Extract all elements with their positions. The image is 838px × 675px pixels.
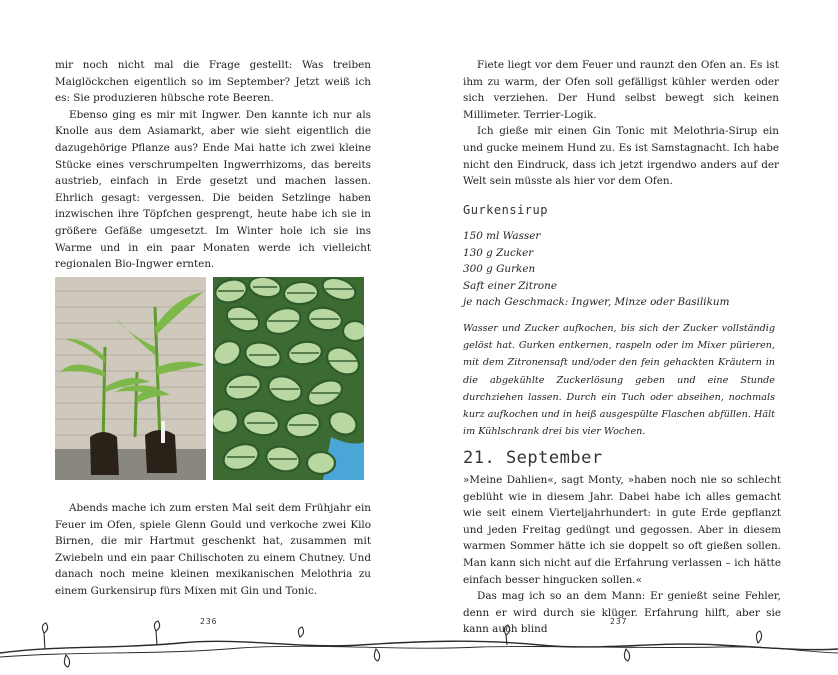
ingredient-item: 300 g Gurken — [463, 263, 536, 276]
leaf-icon — [42, 623, 47, 649]
right-paragraph-2: Ich gieße mir einen Gin Tonic mit Melothria-Sirup ein und gucke meinem Hund zu. Es ist Samstagnacht. Ich habe nicht den Eindruck, dass ich jetzt irgendwo anders auf der Welt sein müsste als hier vor dem Ofen. — [463, 125, 779, 188]
right-paragraph-3: »Meine Dahlien«, sagt Monty, »haben noch nie so schlecht geblüht wie in diesem Jahr. Dabei habe ich alles gemacht wie seit einem Vierteljahrhundert: in gute Erde gepflanzt und jeden Freitag gedüngt und gegossen. Aber in diesem warmen Sommer hätte ich sie doppelt so oft gießen sollen. Man kann sich nicht auf die Erfahrung verlassen – ich hätte einfach besser hingucken sollen.« — [463, 474, 781, 586]
ingredient-item: 130 g Zucker — [463, 246, 534, 259]
right-paragraph-1: Fiete liegt vor dem Feuer und raunzt den Ofen an. Es ist ihm zu warm, der Ofen soll gefälligst kühler werden oder sich verziehen. Der Hund selbst bewegt sich keinen Millimeter. Terrier-Logik. — [463, 59, 779, 121]
left-paragraph-3: Abends mache ich zum ersten Mal seit dem Frühjahr ein Feuer im Ofen, spiele Glenn Gould und verkoche zwei Kilo Birnen, die mir Hartmut geschenkt hat, zusammen mit Zwiebeln und ein paar Chilischoten zu einem Chutney. Und danach noch meine kleinen mexikanischen Melothria zu einem Gurkensirup fürs Mixen mit Gin und Tonic. — [55, 502, 371, 597]
leaf-icon — [64, 655, 69, 667]
ginger-plant-photo — [55, 277, 206, 480]
ingredient-list — [463, 228, 779, 311]
recipe-instructions: Wasser und Zucker aufkochen, bis sich der Zucker vollständig gelöst hat. Gurken entkernen, raspeln oder im Mixer pürieren, mit dem Zitronensaft und/oder den fein gehackten Kräutern in die abgekühlte Zuckerlösung geben und eine Stunde durchziehen lassen. Durch ein Tuch oder abseihen, nochmals kurz aufkochen und in heiß ausgespülte Flaschen abfüllen. Hält im Kühlschrank drei bis vier Wochen. — [463, 323, 775, 438]
left-paragraph-1: mir noch nicht mal die Frage gestellt: Was treiben Maiglöckchen eigentlich so im September? Jetzt weiß ich es: Sie produzieren hübsche rote Beeren. — [55, 59, 371, 105]
left-text-top — [55, 57, 371, 273]
ingredient-item: Saft einer Zitrone — [463, 279, 558, 292]
melothria-cucumbers-photo — [213, 277, 364, 480]
date-heading: 21. September — [463, 448, 603, 468]
leaf-icon — [154, 621, 159, 645]
leaf-icon — [374, 649, 379, 661]
decorative-vine — [0, 615, 838, 675]
page-number-left: 236 — [200, 617, 218, 626]
leaf-icon — [298, 627, 303, 637]
right-text-bottom — [463, 472, 781, 638]
right-text-top — [463, 57, 779, 190]
right-paragraph-4: Das mag ich so an dem Mann: Er genießt seine Fehler, denn er wird durch sie klüger. Erfahrung hilft, aber sie kann auch blind — [463, 590, 781, 636]
leaf-icon — [756, 631, 761, 643]
left-text-bottom — [55, 500, 371, 600]
ingredient-item: 150 ml Wasser — [463, 230, 541, 242]
page-number-right: 237 — [610, 617, 628, 626]
leaf-icon — [624, 649, 629, 661]
left-paragraph-2: Ebenso ging es mir mit Ingwer. Den kannte ich nur als Knolle aus dem Asiamarkt, aber wie sieht eigentlich die dazugehörige Pflanze aus? Ende Mai hatte ich zwei kleine Stücke eines verschrumpelten Ingwerrhizoms, das bereits austrieb, einfach in Erde gesetzt und machen lassen. Ehrlich gesagt: vergessen. Die beiden Setzlinge haben inzwischen ihre Töpfchen gesprengt, heute habe ich sie in größere Gefäße umgesetzt. Im Winter hole ich sie ins Warme und in ein paar Monaten werde ich vielleicht regionalen Bio-Ingwer ernten. — [55, 108, 371, 271]
ingredient-item: je nach Geschmack: Ingwer, Minze oder Basilikum — [463, 296, 730, 309]
recipe-title: Gurkensirup — [463, 203, 548, 217]
